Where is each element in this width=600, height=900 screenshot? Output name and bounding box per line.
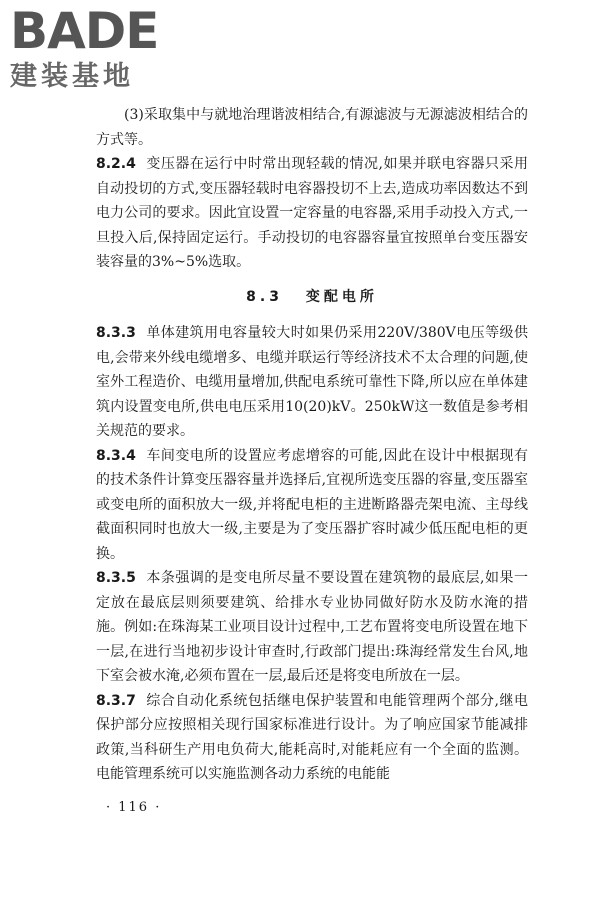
logo-subtitle: 建装基地 bbox=[10, 61, 134, 92]
clause-text: 单体建筑用电容量较大时如果仍采用220V/380V电压等级供电,会带来外线电缆增多、电缆并联运行等经济技术不太合理的问题,使室外工程造价、电缆用量增加,供配电系统可靠性下降,所以应在单体建筑内设置变电所,供电电压采用10(20)kV。250kW这一数值是参考相关规范的要求。 bbox=[96, 325, 528, 439]
document-body bbox=[96, 103, 528, 787]
bade-logo bbox=[10, 2, 180, 92]
clause-8-3-7 bbox=[96, 689, 528, 787]
clause-text: 综合自动化系统包括继电保护装置和电能管理两个部分,继电保护部分应按照相关现行国家标准进行设计。为了响应国家节能减排政策,当科研生产用电负荷大,能耗高时,对能耗应有一个全面的监测。电能管理系统可以实施监测各动力系统的电能能 bbox=[96, 692, 528, 782]
clause-8-2-4 bbox=[96, 152, 528, 275]
paragraph-text: (3)采取集中与就地治理谐波相结合,有源滤波与无源滤波相结合的方式等。 bbox=[96, 107, 528, 148]
section-number: 8.3 bbox=[246, 288, 283, 305]
clause-8-3-5 bbox=[96, 566, 528, 689]
clause-8-3-3 bbox=[96, 321, 528, 444]
clause-number: 8.3.5 bbox=[96, 570, 136, 586]
clause-text: 本条强调的是变电所尽量不要设置在建筑物的最底层,如果一定放在最底层则须要建筑、给排水专业协同做好防水及防水淹的措施。例如:在珠海某工业项目设计过程中,工艺布置将变电所设置在地下一层,在进行当地初步设计审查时,行政部门提出:珠海经常发生台风,地下室会被水淹,必须布置在一层,最后还是将变电所放在一层。 bbox=[96, 570, 528, 684]
logo-wordmark: BADE bbox=[10, 2, 159, 60]
paragraph-item-3 bbox=[96, 103, 528, 152]
section-title: 变配电所 bbox=[305, 288, 378, 305]
clause-number: 8.3.4 bbox=[96, 447, 136, 464]
page-number: · 116 · bbox=[106, 800, 162, 815]
clause-text: 车间变电所的设置应考虑增容的可能,因此在设计中根据现有的技术条件计算变压器容量并选择后,宜视所选变压器的容量,变压器室或变电所的面积放大一级,并将配电柜的主进断路器壳架电流、主母线截面积同时也放大一级,主要是为了变压器扩容时减少低压配电柜的更换。 bbox=[96, 447, 528, 562]
section-heading bbox=[96, 285, 528, 310]
clause-number: 8.3.7 bbox=[96, 692, 136, 709]
clause-number: 8.3.3 bbox=[96, 325, 136, 341]
clause-text: 变压器在运行中时常出现轻载的情况,如果并联电容器只采用自动投切的方式,变压器轻载时电容器投切不上去,造成功率因数达不到电力公司的要求。因此宜设置一定容量的电容器,采用手动投入方式,一旦投入后,保持固定运行。手动投切的电容器容量宜按照单台变压器安装容量的3%~5%选取。 bbox=[96, 156, 528, 270]
clause-number: 8.2.4 bbox=[96, 156, 136, 172]
clause-8-3-4 bbox=[96, 444, 528, 567]
